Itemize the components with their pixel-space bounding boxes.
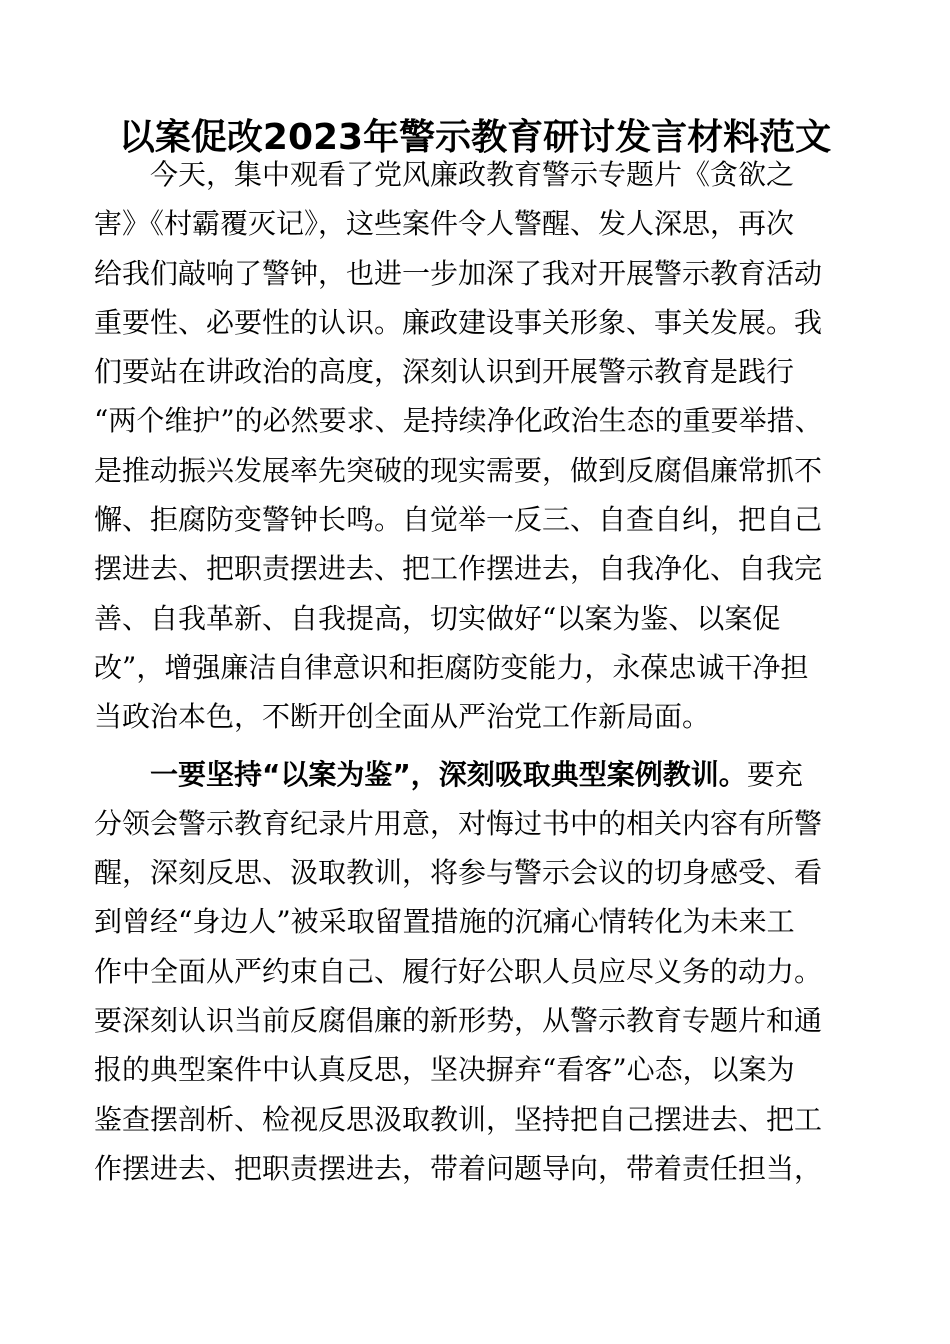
paragraph-gap xyxy=(94,742,854,750)
paragraph-line: 醒，深刻反思、汲取教训，将参与警示会议的切身感受、看 xyxy=(94,856,823,890)
paragraph-line: 改”，增强廉洁自律意识和拒腐防变能力，永葆忠诚干净担 xyxy=(94,650,809,684)
document-title: 以案促改2023年警示教育研讨发言材料范文 xyxy=(118,117,832,158)
paragraph-line: 害》《村霸覆灭记》，这些案件令人警醒、发人深思，再次 xyxy=(94,207,795,241)
paragraph-line: 善、自我革新、自我提高，切实做好“以案为鉴、以案促 xyxy=(94,601,781,635)
paragraph-line: 是推动振兴发展率先突破的现实需要，做到反腐倡廉常抓不 xyxy=(94,453,823,487)
paragraph-intro xyxy=(94,150,854,742)
paragraph-line: 分领会警示教育纪录片用意，对悔过书中的相关内容有所警 xyxy=(94,806,823,840)
paragraph-line xyxy=(94,750,854,799)
section-heading: 一要坚持“以案为鉴”，深刻吸取典型案例教训。 xyxy=(150,757,747,791)
paragraph-line: 懈、拒腐防变警钟长鸣。自觉举一反三、自查自纠，把自己 xyxy=(94,503,823,537)
paragraph-line: 当政治本色，不断开创全面从严治党工作新局面。 xyxy=(94,700,711,734)
paragraph-line: 要深刻认识当前反腐倡廉的新形势，从警示教育专题片和通 xyxy=(94,1004,823,1038)
paragraph-line: 给我们敲响了警钟，也进一步加深了我对开展警示教育活动 xyxy=(94,256,823,290)
paragraph-line: 作中全面从严约束自己、履行好公职人员应尽义务的动力。 xyxy=(94,954,823,988)
paragraph-line: 重要性、必要性的认识。廉政建设事关形象、事关发展。我 xyxy=(94,305,823,339)
paragraph-line: 报的典型案件中认真反思，坚决摒弃“看客”心态，以案为 xyxy=(94,1053,795,1087)
paragraph-line: 今天，集中观看了党风廉政教育警示专题片《贪欲之 xyxy=(150,158,795,191)
document-body xyxy=(94,150,854,1193)
paragraph-line: 鉴查摆剖析、检视反思汲取教训，坚持把自己摆进去、把工 xyxy=(94,1102,823,1136)
paragraph-line: 到曾经“身边人”被采取留置措施的沉痛心情转化为未来工 xyxy=(94,905,795,939)
paragraph-line: 作摆进去、把职责摆进去，带着问题导向，带着责任担当， xyxy=(94,1151,823,1185)
heading-line-rest: 要充 xyxy=(746,757,803,791)
paragraph-first-point xyxy=(94,750,854,1194)
paragraph-line: 摆进去、把职责摆进去、把工作摆进去，自我净化、自我完 xyxy=(94,552,823,586)
paragraph-line: “两个维护”的必然要求、是持续净化政治生态的重要举措、 xyxy=(94,404,823,438)
paragraph-line: 们要站在讲政治的高度，深刻认识到开展警示教育是践行 xyxy=(94,355,795,389)
